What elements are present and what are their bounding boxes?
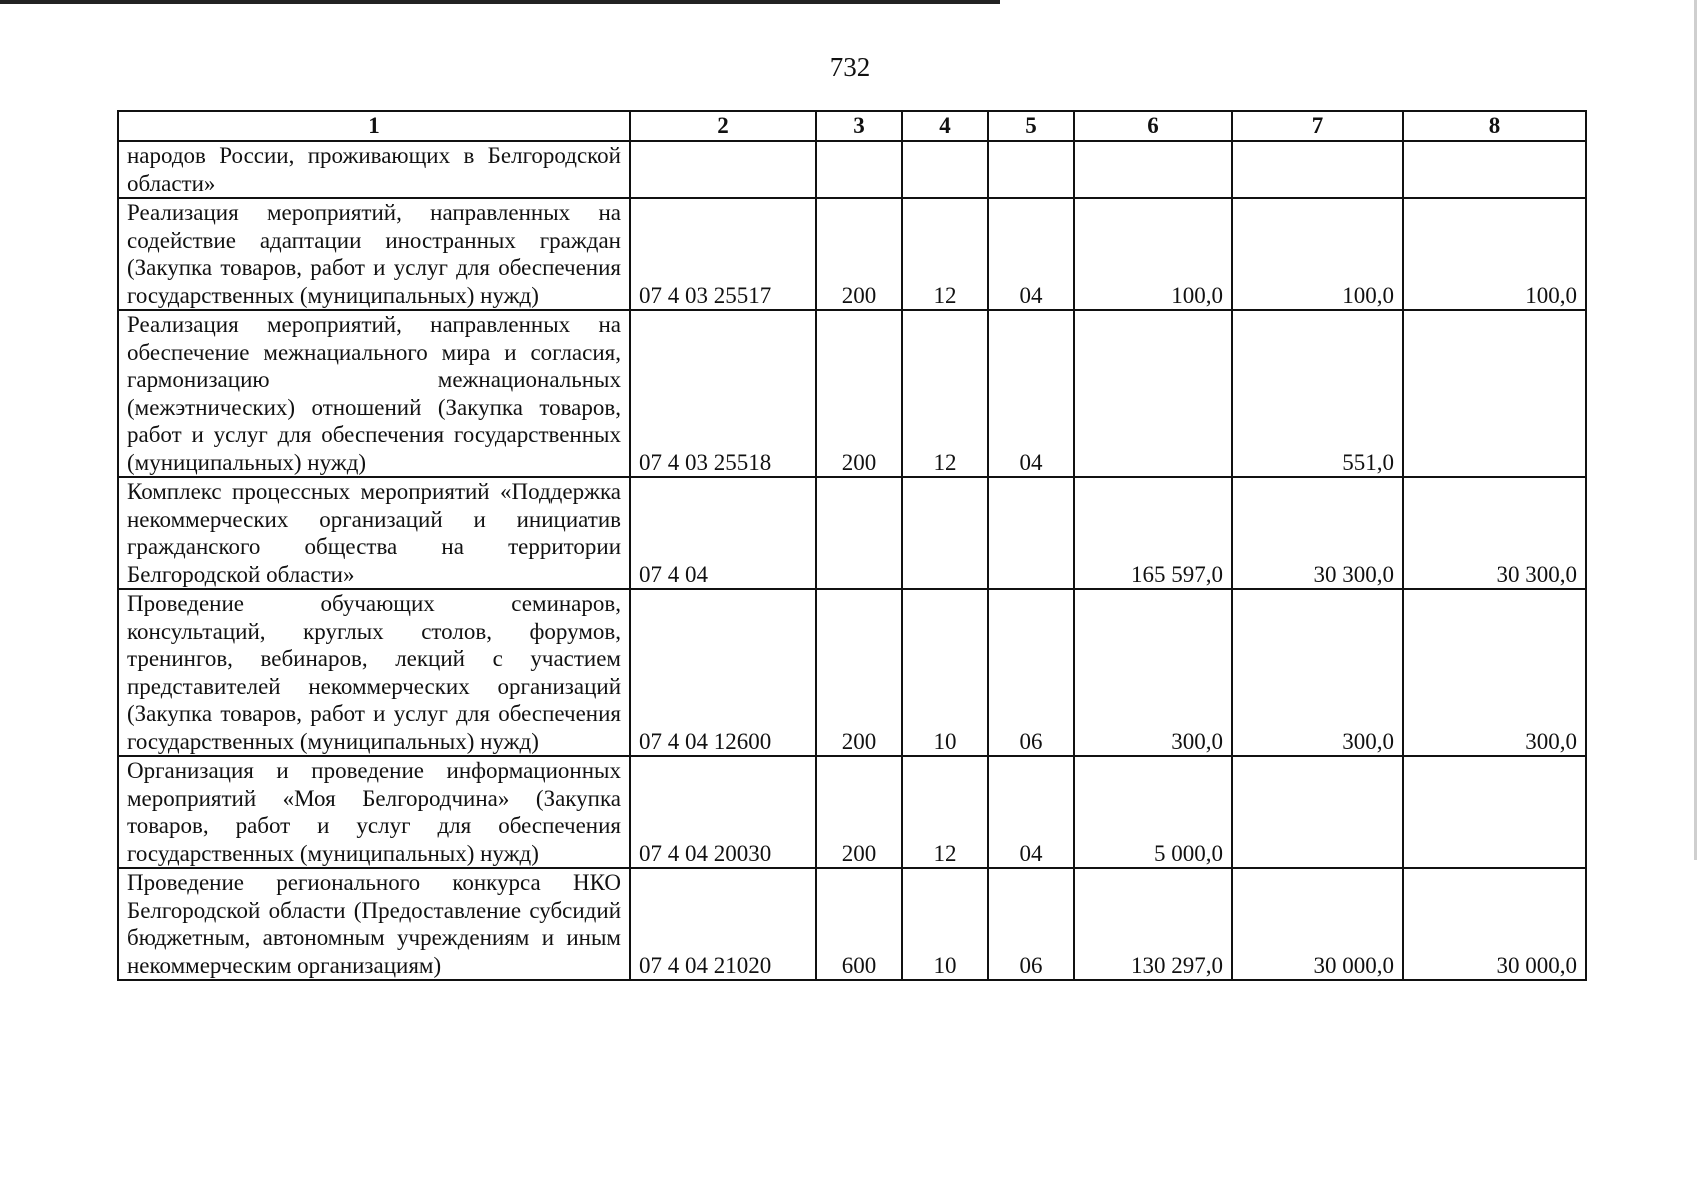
table-row (118, 756, 1586, 868)
budget-code: 07 4 04 12600 (630, 589, 816, 756)
expense-type: 200 (816, 310, 902, 477)
budget-code: 07 4 03 25518 (630, 310, 816, 477)
section: 10 (902, 589, 988, 756)
row-description: Реализация мероприятий, направленных на содействие адаптации иностранных граждан (Закупка товаров, работ и услуг для обеспечения государственных (муниципальных) нужд) (118, 198, 630, 310)
column-header: 6 (1074, 111, 1232, 141)
table-header-row (118, 111, 1586, 141)
table-row (118, 310, 1586, 477)
amount-col-8 (1403, 756, 1586, 868)
column-header: 8 (1403, 111, 1586, 141)
expense-type: 200 (816, 198, 902, 310)
amount-col-8: 30 300,0 (1403, 477, 1586, 589)
column-header: 3 (816, 111, 902, 141)
budget-table (117, 110, 1587, 981)
budget-code: 07 4 04 20030 (630, 756, 816, 868)
subsection: 04 (988, 310, 1074, 477)
expense-type: 200 (816, 756, 902, 868)
subsection: 06 (988, 589, 1074, 756)
amount-col-6: 130 297,0 (1074, 868, 1232, 980)
subsection: 04 (988, 756, 1074, 868)
section: 10 (902, 868, 988, 980)
amount-col-8: 100,0 (1403, 198, 1586, 310)
table-row (118, 198, 1586, 310)
section: 12 (902, 310, 988, 477)
amount-col-6: 5 000,0 (1074, 756, 1232, 868)
amount-col-7: 551,0 (1232, 310, 1403, 477)
budget-code: 07 4 03 25517 (630, 198, 816, 310)
section (902, 141, 988, 198)
table-row (118, 868, 1586, 980)
amount-col-7: 300,0 (1232, 589, 1403, 756)
amount-col-6: 100,0 (1074, 198, 1232, 310)
amount-col-7: 100,0 (1232, 198, 1403, 310)
expense-type: 200 (816, 589, 902, 756)
subsection (988, 141, 1074, 198)
table-row (118, 141, 1586, 198)
section (902, 477, 988, 589)
amount-col-8: 300,0 (1403, 589, 1586, 756)
amount-col-7: 30 000,0 (1232, 868, 1403, 980)
table-row (118, 477, 1586, 589)
amount-col-8 (1403, 141, 1586, 198)
column-header: 2 (630, 111, 816, 141)
subsection (988, 477, 1074, 589)
row-description: Реализация мероприятий, направленных на обеспечение межнациального мира и согласия, гармонизацию межнациональных (межэтнических) отношений (Закупка товаров, работ и услуг для обеспечения государственных (муниципальных) нужд) (118, 310, 630, 477)
column-header: 7 (1232, 111, 1403, 141)
amount-col-6 (1074, 141, 1232, 198)
amount-col-6: 300,0 (1074, 589, 1232, 756)
amount-col-7: 30 300,0 (1232, 477, 1403, 589)
amount-col-8 (1403, 310, 1586, 477)
amount-col-8: 30 000,0 (1403, 868, 1586, 980)
table-row (118, 589, 1586, 756)
amount-col-7 (1232, 756, 1403, 868)
column-header: 5 (988, 111, 1074, 141)
row-description: Комплекс процессных мероприятий «Поддержка некоммерческих организаций и инициатив гражданского общества на территории Белгородской области» (118, 477, 630, 589)
amount-col-6 (1074, 310, 1232, 477)
section: 12 (902, 756, 988, 868)
column-header: 4 (902, 111, 988, 141)
page-number: 732 (829, 52, 871, 82)
subsection: 06 (988, 868, 1074, 980)
expense-type (816, 477, 902, 589)
section: 12 (902, 198, 988, 310)
budget-code (630, 141, 816, 198)
column-header: 1 (118, 111, 630, 141)
expense-type (816, 141, 902, 198)
amount-col-7 (1232, 141, 1403, 198)
row-description: народов России, проживающих в Белгородской области» (118, 141, 630, 198)
amount-col-6: 165 597,0 (1074, 477, 1232, 589)
budget-code: 07 4 04 21020 (630, 868, 816, 980)
expense-type: 600 (816, 868, 902, 980)
row-description: Организация и проведение информационных мероприятий «Моя Белгородчина» (Закупка товаров, работ и услуг для обеспечения государственных (муниципальных) нужд) (118, 756, 630, 868)
row-description: Проведение обучающих семинаров, консультаций, круглых столов, форумов, тренингов, вебинаров, лекций с участием представителей некоммерческих организаций (Закупка товаров, работ и услуг для обеспечения государственных (муниципальных) нужд) (118, 589, 630, 756)
subsection: 04 (988, 198, 1074, 310)
row-description: Проведение регионального конкурса НКО Белгородской области (Предоставление субсидий бюджетным, автономным учреждениям и иным некоммерческим организациям) (118, 868, 630, 980)
budget-code: 07 4 04 (630, 477, 816, 589)
scan-top-rule (0, 0, 1000, 4)
